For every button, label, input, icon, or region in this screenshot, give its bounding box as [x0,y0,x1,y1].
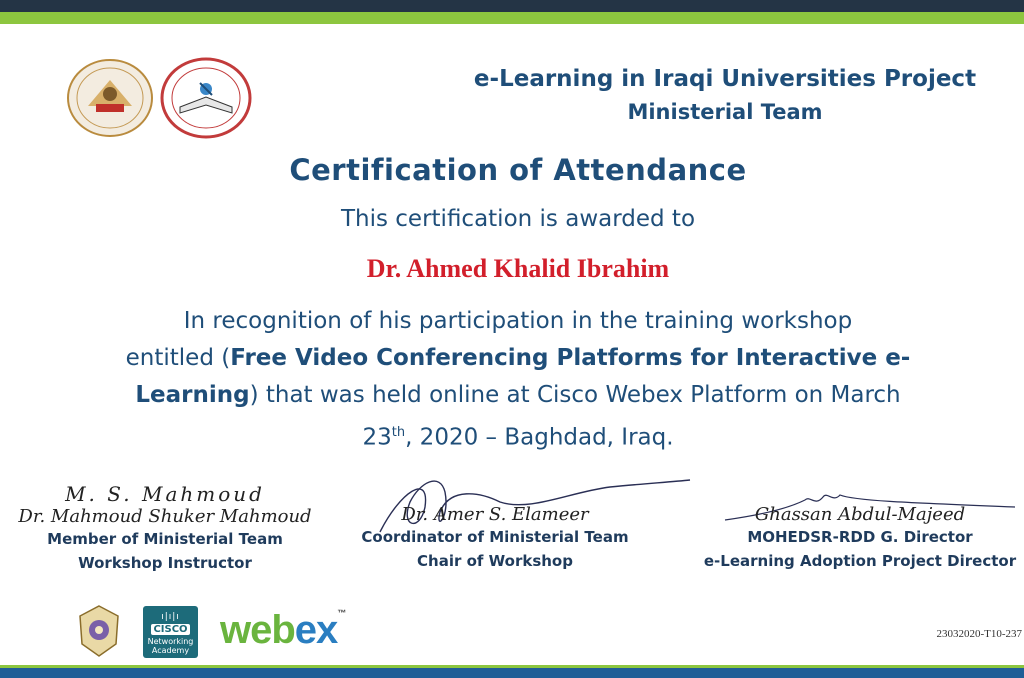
top-border-dark [0,0,1024,12]
signatory-name: Dr. Mahmoud Shuker Mahmoud [18,506,312,527]
cisco-networking-academy-logo [143,606,198,658]
signatory-role-2: e-Learning Adoption Project Director [703,552,1017,570]
webex-logo-part2: ex [294,608,338,652]
cisco-sub-label: Networking Academy [147,637,194,655]
signatory-role: MOHEDSR-RDD G. Director [747,528,973,546]
cisco-bars-icon: ı|ı|ı [161,612,180,622]
date-suffix: th [391,425,406,440]
university-seal-icon [160,57,252,139]
signatory-role: Member of Ministerial Team [47,530,283,548]
webex-logo [220,608,345,653]
date-day: 23 [362,424,392,451]
team-subtitle: Ministerial Team [627,100,823,124]
date-rest: , 2020 – Baghdad, Iraq. [405,424,674,451]
signatory-director [690,482,1024,573]
webex-trademark: ™ [337,608,346,618]
body-line-1: In recognition of his participation in the training workshop [183,308,853,334]
signatory-name: Dr. Amer S. Elameer [401,504,589,525]
certificate-body [90,303,946,457]
top-border-green [0,12,1024,24]
ministry-seal-icon [66,58,154,138]
signatory-instructor [0,482,330,575]
signatory-role-2: Chair of Workshop [417,552,573,570]
cisco-label: CISCO [151,624,190,635]
reference-number: 23032020-T10-237 [936,628,1022,640]
signatory-role-2: Workshop Instructor [78,554,252,572]
signatory-role: Coordinator of Ministerial Team [361,528,629,546]
signature-short: M. S. Mahmoud [65,482,265,506]
signatory-chair [340,482,650,573]
certificate-title: Certification of Attendance [289,153,747,187]
signature-short [340,482,650,504]
body-entitled: entitled ( [125,345,231,371]
body-after: ) that was held online at Cisco Webex Platform on March [249,382,901,408]
awarded-text: This certification is awarded to [340,206,696,232]
bottom-border-blue [0,668,1024,678]
signatory-name: Ghassan Abdul-Majeed [754,504,966,525]
university-emblem-icon [76,604,122,662]
recipient-name: Dr. Ahmed Khalid Ibrahim [366,254,670,283]
project-title: e-Learning in Iraqi Universities Project [473,66,977,92]
workshop-title: Free Video Conferencing Platforms for Interactive e-Learning [135,345,911,408]
signature-short [690,482,1024,504]
webex-logo-part1: web [220,608,295,652]
